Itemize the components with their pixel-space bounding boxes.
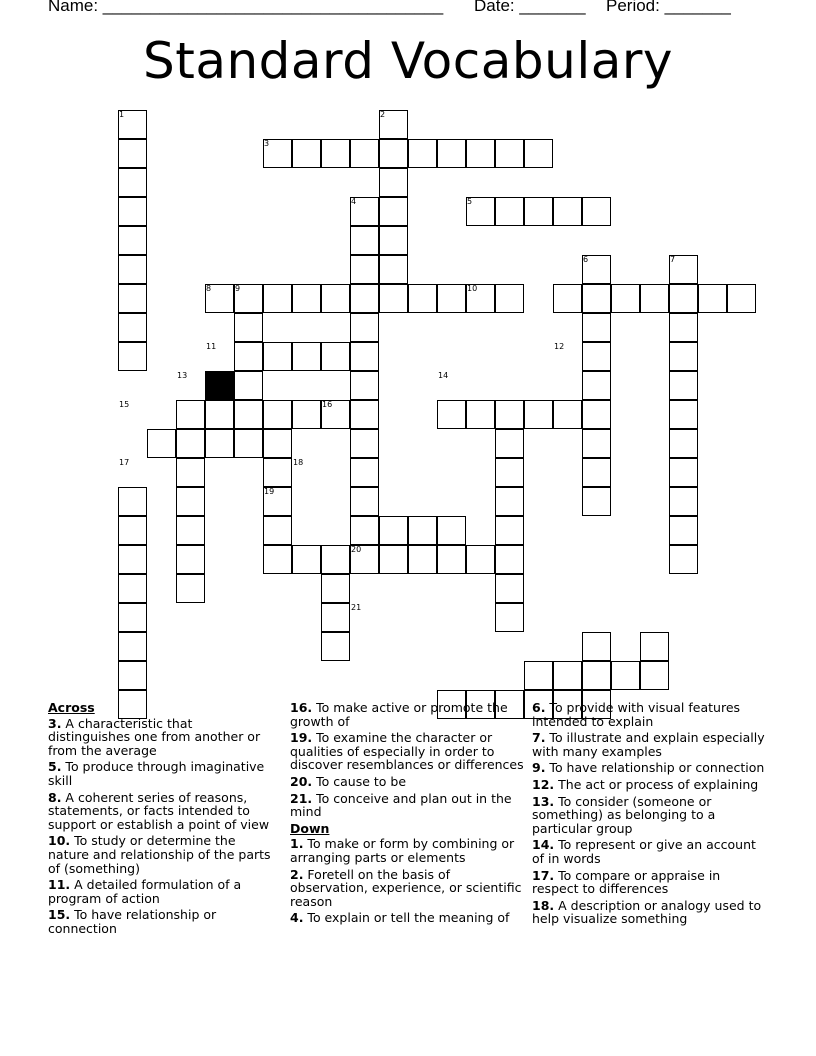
clue-text: To explain or tell the meaning of xyxy=(303,910,510,926)
answer-cell[interactable] xyxy=(495,545,524,574)
answer-cell[interactable] xyxy=(408,284,437,313)
clue-number-label: 10 xyxy=(467,284,478,293)
clue-text: To have relationship or connection xyxy=(48,907,217,936)
clue-text: To cause to be xyxy=(312,773,407,789)
answer-cell[interactable] xyxy=(640,284,669,313)
date-field-label: Date: _______ xyxy=(474,0,586,15)
answer-cell[interactable] xyxy=(292,139,321,168)
clue-text: A coherent series of reasons, statements, or facts intended to support or establish a point of view xyxy=(48,789,270,832)
clue-item xyxy=(48,760,276,787)
clue-text: To study or determine the nature and relationship of the parts of (something) xyxy=(48,833,271,876)
answer-cell[interactable] xyxy=(495,603,524,632)
answer-cell[interactable] xyxy=(553,661,582,690)
answer-cell[interactable] xyxy=(205,400,234,429)
answer-cell[interactable] xyxy=(350,255,379,284)
puzzle-title: Standard Vocabulary xyxy=(142,32,673,90)
answer-cell[interactable] xyxy=(118,574,147,603)
answer-cell[interactable] xyxy=(263,400,292,429)
clue-number-label: 5 xyxy=(467,197,473,206)
answer-cell[interactable] xyxy=(379,197,408,226)
clue-number: 2. xyxy=(290,866,304,882)
clue-number: 17. xyxy=(532,867,555,883)
clue-item xyxy=(532,778,768,792)
clue-number: 7. xyxy=(532,730,546,746)
answer-cell[interactable] xyxy=(495,574,524,603)
clue-number: 19. xyxy=(290,730,313,746)
answer-cell[interactable] xyxy=(524,139,553,168)
clue-number: 4. xyxy=(290,910,304,926)
answer-cell[interactable] xyxy=(118,603,147,632)
clue-number-label: 15 xyxy=(119,400,130,409)
answer-cell[interactable] xyxy=(582,487,611,516)
answer-cell[interactable] xyxy=(176,429,205,458)
clue-number-label: 21 xyxy=(351,603,362,612)
answer-cell[interactable] xyxy=(321,139,350,168)
clue-item xyxy=(532,795,768,836)
answer-cell[interactable] xyxy=(379,168,408,197)
answer-cell[interactable] xyxy=(321,342,350,371)
answer-cell[interactable] xyxy=(379,545,408,574)
clue-number-label: 16 xyxy=(322,400,333,409)
clue-item xyxy=(290,868,526,909)
answer-cell[interactable] xyxy=(553,197,582,226)
answer-cell[interactable] xyxy=(321,284,350,313)
clue-number: 9. xyxy=(532,760,546,776)
answer-cell[interactable] xyxy=(118,545,147,574)
answer-cell[interactable] xyxy=(350,313,379,342)
answer-cell[interactable] xyxy=(118,255,147,284)
answer-cell[interactable] xyxy=(350,458,379,487)
answer-cell[interactable] xyxy=(379,255,408,284)
answer-cell[interactable] xyxy=(263,342,292,371)
across-heading: Across xyxy=(48,700,95,715)
answer-cell[interactable] xyxy=(234,371,263,400)
answer-cell[interactable] xyxy=(176,574,205,603)
answer-cell[interactable] xyxy=(640,632,669,661)
clue-number: 15. xyxy=(48,907,71,923)
clue-number-label: 2 xyxy=(380,110,386,119)
answer-cell[interactable] xyxy=(176,400,205,429)
clues-column-3 xyxy=(532,701,768,929)
clue-number-label: 3 xyxy=(264,139,270,148)
clue-number: 3. xyxy=(48,715,62,731)
clue-number-label: 8 xyxy=(206,284,212,293)
answer-cell[interactable] xyxy=(350,516,379,545)
clue-item xyxy=(290,792,526,819)
answer-cell[interactable] xyxy=(176,545,205,574)
clue-number-label: 12 xyxy=(554,342,565,351)
answer-cell[interactable] xyxy=(495,429,524,458)
answer-cell[interactable] xyxy=(582,284,611,313)
clue-number-label: 4 xyxy=(351,197,357,206)
answer-cell[interactable] xyxy=(495,487,524,516)
answer-cell[interactable] xyxy=(350,139,379,168)
answer-cell[interactable] xyxy=(118,516,147,545)
clue-item xyxy=(48,878,276,905)
clue-number: 21. xyxy=(290,790,313,806)
answer-cell[interactable] xyxy=(263,429,292,458)
answer-cell[interactable] xyxy=(321,545,350,574)
answer-cell[interactable] xyxy=(524,197,553,226)
answer-cell[interactable] xyxy=(437,139,466,168)
answer-cell[interactable] xyxy=(379,226,408,255)
answer-cell[interactable] xyxy=(379,139,408,168)
answer-cell[interactable] xyxy=(350,371,379,400)
answer-cell[interactable] xyxy=(118,139,147,168)
clue-item xyxy=(48,791,276,832)
clue-number-label: 6 xyxy=(583,255,589,264)
answer-cell[interactable] xyxy=(698,284,727,313)
answer-cell[interactable] xyxy=(176,458,205,487)
clue-number: 6. xyxy=(532,700,546,715)
answer-cell[interactable] xyxy=(611,284,640,313)
clue-item xyxy=(532,731,768,758)
answer-cell[interactable] xyxy=(582,458,611,487)
answer-cell[interactable] xyxy=(321,603,350,632)
answer-cell[interactable] xyxy=(466,545,495,574)
answer-cell[interactable] xyxy=(611,661,640,690)
answer-cell[interactable] xyxy=(321,632,350,661)
answer-cell[interactable] xyxy=(669,487,698,516)
answer-cell[interactable] xyxy=(292,342,321,371)
answer-cell[interactable] xyxy=(350,487,379,516)
answer-cell[interactable] xyxy=(495,139,524,168)
clue-number-label: 11 xyxy=(206,342,217,351)
answer-cell[interactable] xyxy=(176,516,205,545)
answer-cell[interactable] xyxy=(234,313,263,342)
clue-number: 14. xyxy=(532,837,555,853)
clue-text: To represent or give an account of in words xyxy=(532,837,756,866)
answer-cell[interactable] xyxy=(379,516,408,545)
answer-cell[interactable] xyxy=(350,284,379,313)
answer-cell[interactable] xyxy=(640,661,669,690)
answer-cell[interactable] xyxy=(350,226,379,255)
clue-number-label: 7 xyxy=(670,255,676,264)
answer-cell[interactable] xyxy=(350,342,379,371)
answer-cell[interactable] xyxy=(582,632,611,661)
answer-cell[interactable] xyxy=(669,400,698,429)
clue-item xyxy=(290,837,526,864)
clue-list-col2a xyxy=(290,701,526,819)
clue-list-col1 xyxy=(48,717,276,936)
clue-number: 10. xyxy=(48,833,71,849)
clue-text: To have relationship or connection xyxy=(545,760,765,776)
answer-cell[interactable] xyxy=(582,313,611,342)
clue-number: 12. xyxy=(532,776,555,792)
clue-text: To examine the character or qualities of especially in order to discover resemblances or differences xyxy=(290,730,524,773)
clue-text: To conceive and plan out in the mind xyxy=(290,790,512,820)
clue-number-label: 17 xyxy=(119,458,130,467)
answer-cell[interactable] xyxy=(582,342,611,371)
answer-cell[interactable] xyxy=(437,545,466,574)
clue-text: To provide with visual features intended to explain xyxy=(532,700,741,729)
clue-text: To compare or appraise in respect to differences xyxy=(532,867,721,897)
clue-item xyxy=(290,775,526,789)
answer-cell[interactable] xyxy=(350,429,379,458)
clue-text: The act or process of explaining xyxy=(554,776,759,792)
clues-column-1 xyxy=(48,701,276,939)
clue-number: 1. xyxy=(290,836,304,852)
answer-cell[interactable] xyxy=(118,342,147,371)
clue-text: A characteristic that distinguishes one from another or from the average xyxy=(48,715,261,758)
clue-text: Foretell on the basis of observation, experience, or scientific reason xyxy=(290,866,522,909)
answer-cell[interactable] xyxy=(495,400,524,429)
answer-cell[interactable] xyxy=(118,661,147,690)
black-square xyxy=(205,371,234,400)
answer-cell[interactable] xyxy=(495,197,524,226)
answer-cell[interactable] xyxy=(466,139,495,168)
clue-number-label: 13 xyxy=(177,371,188,380)
answer-cell[interactable] xyxy=(408,516,437,545)
answer-cell[interactable] xyxy=(292,545,321,574)
answer-cell[interactable] xyxy=(495,284,524,313)
answer-cell[interactable] xyxy=(292,284,321,313)
clue-number: 11. xyxy=(48,877,71,893)
clue-item xyxy=(290,731,526,772)
clue-text: A description or analogy used to help visualize something xyxy=(532,897,762,927)
clue-text: To make or form by combining or arranging parts or elements xyxy=(290,836,515,865)
answer-cell[interactable] xyxy=(263,284,292,313)
answer-cell[interactable] xyxy=(263,545,292,574)
answer-cell[interactable] xyxy=(234,429,263,458)
clue-item xyxy=(290,701,526,728)
clue-item xyxy=(532,838,768,865)
clue-list-col3 xyxy=(532,701,768,926)
answer-cell[interactable] xyxy=(669,313,698,342)
clue-number-label: 9 xyxy=(235,284,241,293)
answer-cell[interactable] xyxy=(379,284,408,313)
answer-cell[interactable] xyxy=(437,284,466,313)
clue-item xyxy=(290,911,526,925)
answer-cell[interactable] xyxy=(234,400,263,429)
clue-item xyxy=(532,899,768,926)
clue-item xyxy=(532,701,768,728)
answer-cell[interactable] xyxy=(669,458,698,487)
answer-cell[interactable] xyxy=(466,400,495,429)
answer-cell[interactable] xyxy=(263,516,292,545)
answer-cell[interactable] xyxy=(118,197,147,226)
clue-number: 8. xyxy=(48,789,62,805)
clue-text: A detailed formulation of a program of action xyxy=(48,877,242,906)
answer-cell[interactable] xyxy=(727,284,756,313)
answer-cell[interactable] xyxy=(234,342,263,371)
answer-cell[interactable] xyxy=(524,661,553,690)
answer-cell[interactable] xyxy=(669,284,698,313)
answer-cell[interactable] xyxy=(263,458,292,487)
clue-text: To produce through imaginative skill xyxy=(48,759,265,788)
period-field-label: Period: _______ xyxy=(606,0,731,15)
clue-text: To consider (someone or something) as belonging to a particular group xyxy=(532,793,716,836)
answer-cell[interactable] xyxy=(582,429,611,458)
clue-list-col2b xyxy=(290,837,526,925)
answer-cell[interactable] xyxy=(495,516,524,545)
answer-cell[interactable] xyxy=(669,516,698,545)
clue-number: 13. xyxy=(532,793,555,809)
clue-item xyxy=(532,761,768,775)
down-heading: Down xyxy=(290,820,330,836)
answer-cell[interactable] xyxy=(582,661,611,690)
clues-column-2 xyxy=(290,701,526,928)
clue-number: 20. xyxy=(290,773,313,789)
answer-cell[interactable] xyxy=(669,429,698,458)
answer-cell[interactable] xyxy=(147,429,176,458)
answer-cell[interactable] xyxy=(495,458,524,487)
answer-cell[interactable] xyxy=(669,545,698,574)
answer-cell[interactable] xyxy=(118,226,147,255)
clue-text: To illustrate and explain especially with many examples xyxy=(532,730,765,759)
answer-cell[interactable] xyxy=(321,574,350,603)
answer-cell[interactable] xyxy=(118,632,147,661)
clue-item xyxy=(48,908,276,935)
clue-text: To make active or promote the growth of xyxy=(290,700,508,729)
answer-cell[interactable] xyxy=(350,400,379,429)
answer-cell[interactable] xyxy=(408,139,437,168)
clue-number: 5. xyxy=(48,759,62,775)
clue-item xyxy=(48,717,276,758)
answer-cell[interactable] xyxy=(205,429,234,458)
clue-item xyxy=(48,834,276,875)
answer-cell[interactable] xyxy=(553,284,582,313)
answer-cell[interactable] xyxy=(582,400,611,429)
clue-item xyxy=(532,869,768,896)
answer-cell[interactable] xyxy=(118,284,147,313)
answer-cell[interactable] xyxy=(176,487,205,516)
clue-number-label: 20 xyxy=(351,545,362,554)
answer-cell[interactable] xyxy=(582,197,611,226)
answer-cell[interactable] xyxy=(118,168,147,197)
answer-cell[interactable] xyxy=(408,545,437,574)
clue-number-label: 19 xyxy=(264,487,275,496)
answer-cell[interactable] xyxy=(292,400,321,429)
clue-number-label: 1 xyxy=(119,110,125,119)
clue-number: 16. xyxy=(290,700,313,715)
answer-cell[interactable] xyxy=(524,400,553,429)
clue-number-label: 14 xyxy=(438,371,449,380)
answer-cell[interactable] xyxy=(118,313,147,342)
answer-cell[interactable] xyxy=(553,400,582,429)
answer-cell[interactable] xyxy=(582,371,611,400)
answer-cell[interactable] xyxy=(437,400,466,429)
answer-cell[interactable] xyxy=(437,516,466,545)
clue-number-label: 18 xyxy=(293,458,304,467)
answer-cell[interactable] xyxy=(669,371,698,400)
name-field-label: Name: ____________________________________ xyxy=(48,0,444,15)
clue-number: 18. xyxy=(532,897,555,913)
answer-cell[interactable] xyxy=(669,342,698,371)
answer-cell[interactable] xyxy=(118,487,147,516)
